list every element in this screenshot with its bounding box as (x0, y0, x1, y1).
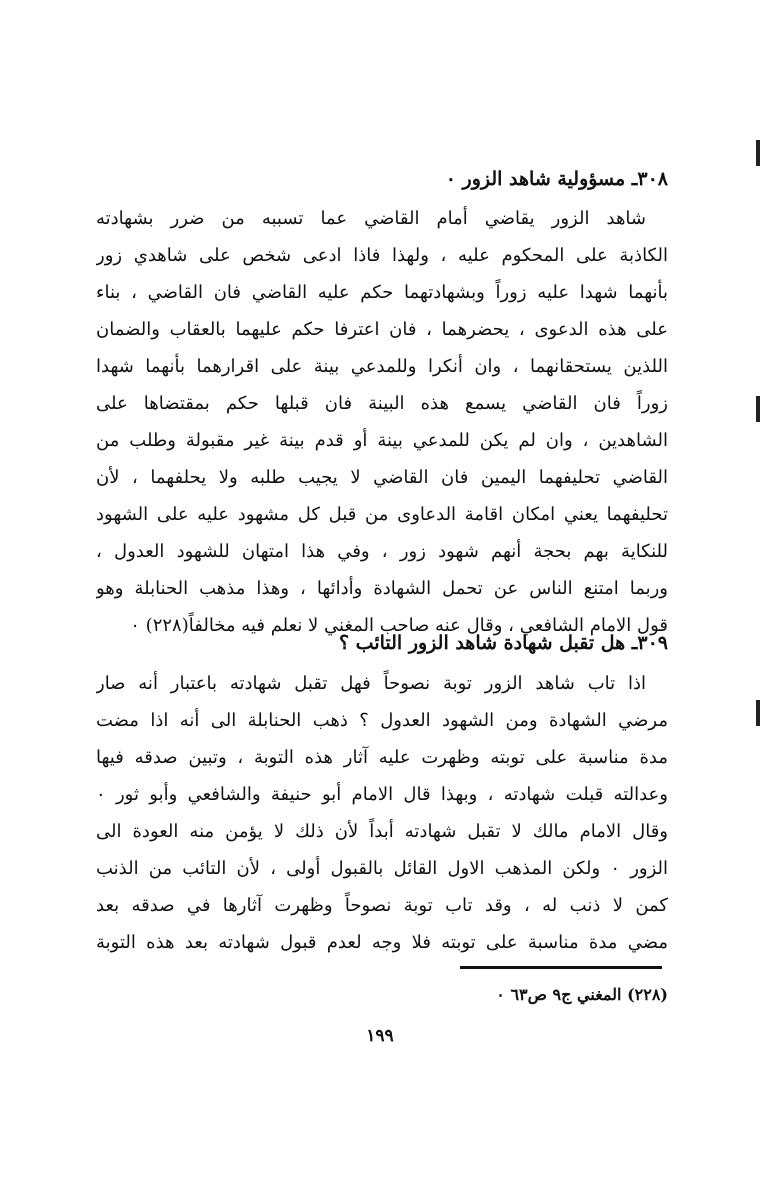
text-line: وعدالته قبلت شهادته ، وبهذا قال الامام أبو حنيفة والشافعي وأبو ثور ٠ (96, 784, 668, 805)
text-line: على هذه الدعوى ، يحضرهما ، فان اعترفا حكم عليهما بالعقاب والضمان (96, 319, 668, 340)
text-line: اللذين يستحقانهما ، وان أنكرا وللمدعي بينة على اقرارهما بأنهما شهدا (96, 356, 668, 377)
scan-edge-mark (756, 700, 760, 726)
text-line: وربما امتنع الناس عن تحمل الشهادة وأدائها ، وهذا مذهب الحنابلة وهو (96, 578, 668, 599)
text-line: مدة مناسبة على توبته وظهرت عليه آثار هذه التوبة ، وتبين صدقه فيها (96, 747, 668, 768)
section-heading-308: ٣٠٨ـ مسؤولية شاهد الزور ٠ (445, 168, 668, 190)
text-line: اذا تاب شاهد الزور توبة نصوحاً فهل تقبل شهادته باعتبار أنه صار (96, 673, 646, 694)
scan-edge-mark (756, 140, 760, 166)
section-heading-309: ٣٠٩ـ هل تقبل شهادة شاهد الزور التائب ؟ (338, 632, 668, 654)
scan-edge-mark (756, 396, 760, 422)
text-line: قول الامام الشافعي ، وقال عنه صاحب المغني لا نعلم فيه مخالفاً(٢٢٨) ٠ (130, 615, 668, 636)
text-line: للنكاية بهم بحجة أنهم شهود زور ، وفي هذا امتهان للشهود العدول ، (96, 541, 668, 562)
text-line: القاضي تحليفهما اليمين فان القاضي لا يجيب طلبه ولا يحلفهما ، لأن (96, 467, 668, 488)
footnote-divider (460, 966, 662, 969)
page-number: ١٩٩ (366, 1026, 394, 1046)
text-line: مرضي الشهادة ومن الشهود العدول ؟ ذهب الحنابلة الى أنه اذا مضت (96, 710, 668, 731)
text-line: الزور ٠ ولكن المذهب الاول القائل بالقبول أولى ، لأن التائب من الذنب (96, 858, 668, 879)
section-309-body (96, 665, 668, 961)
text-line: مضي مدة مناسبة على توبته فلا وجه لعدم قبول شهادته بعد هذه التوبة (96, 932, 668, 953)
text-line: بأنهما شهدا عليه زوراً وبشهادتهما حكم عليه القاضي فان القاضي ، بناء (96, 282, 668, 303)
text-line: شاهد الزور يقاضي أمام القاضي عما تسببه من ضرر بشهادته (96, 208, 646, 229)
text-line: زوراً فان القاضي يسمع هذه البينة فان قبلها حكم بمقتضاها على (96, 393, 668, 414)
footnote: (٢٢٨) المغني ج٩ ص٦٣ ٠ (496, 985, 668, 1004)
text-line: وقال الامام مالك لا تقبل شهادته أبداً لأن ذلك لا يؤمن منه العودة الى (96, 821, 668, 842)
text-line: الشاهدين ، وان لم يكن للمدعي بينة أو قدم بينة غير مقبولة وطلب من (96, 430, 668, 451)
section-308-body (96, 200, 668, 644)
text-line: كمن لا ذنب له ، وقد تاب توبة نصوحاً وظهرت آثارها في صدقه بعد (96, 895, 668, 916)
text-line: تحليفهما يعني امكان اقامة الدعاوى من قبل كل مشهود عليه على الشهود (96, 504, 668, 525)
text-line: الكاذبة على المحكوم عليه ، ولهذا فاذا ادعى شخص على شاهدي زور (96, 245, 668, 266)
